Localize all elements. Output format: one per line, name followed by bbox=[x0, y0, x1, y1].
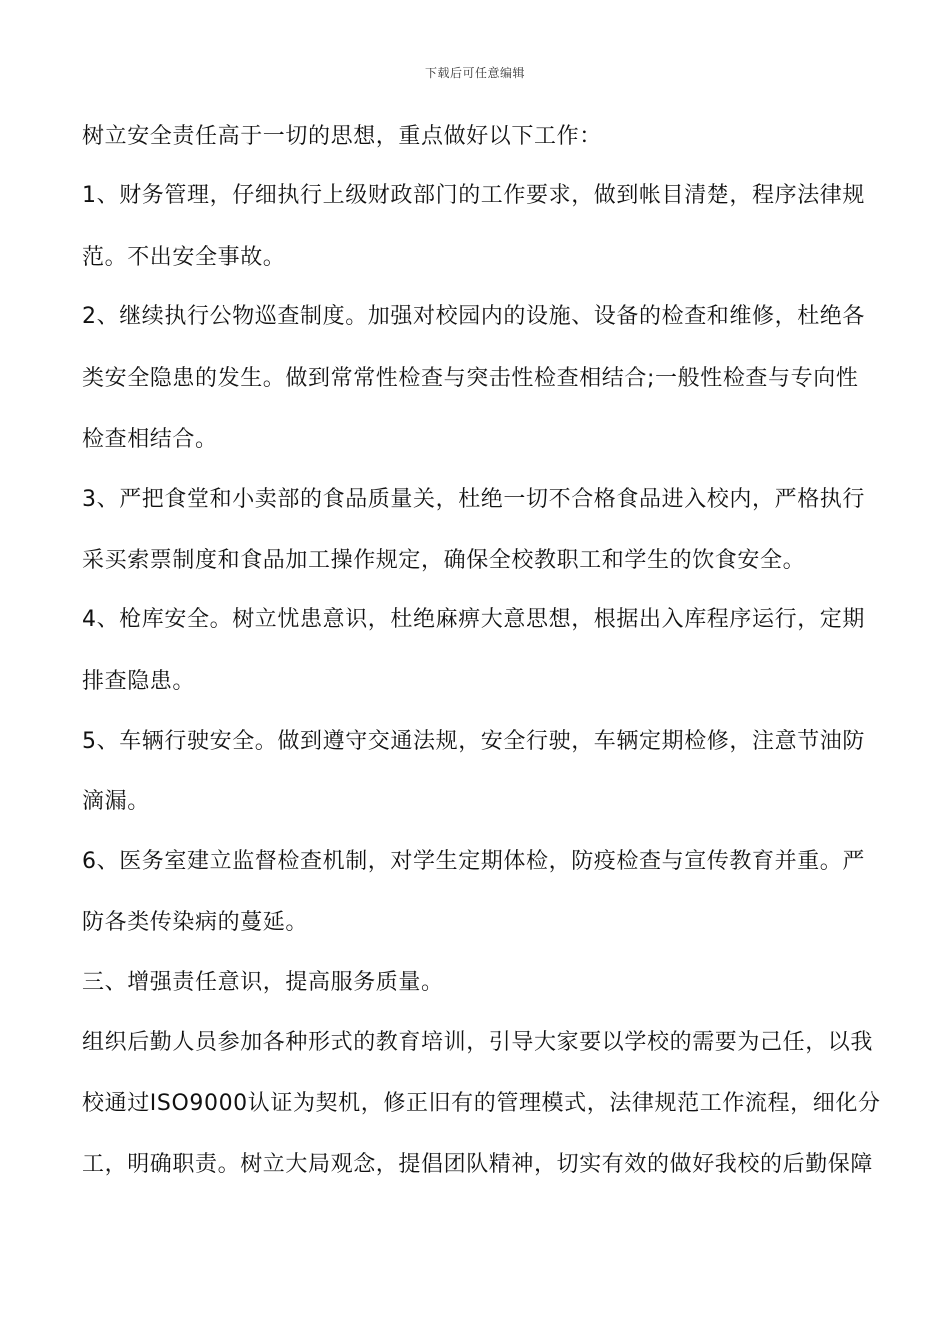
text-line: 校通过ISO9000认证为契机，修正旧有的管理模式，法律规范工作流程，细化分 bbox=[82, 1091, 881, 1116]
section-heading: 三、增强责任意识，提高服务质量。 bbox=[82, 970, 444, 995]
text-line: 2、继续执行公物巡查制度。加强对校园内的设施、设备的检查和维修，杜绝各 bbox=[82, 304, 865, 329]
text-line: 检查相结合。 bbox=[82, 427, 218, 452]
text-line: 5、车辆行驶安全。做到遵守交通法规，安全行驶，车辆定期检修，注意节油防 bbox=[82, 729, 865, 754]
text-line: 滴漏。 bbox=[82, 789, 150, 814]
text-line: 范。不出安全事故。 bbox=[82, 245, 286, 270]
text-line: 6、医务室建立监督检查机制，对学生定期体检，防疫检查与宣传教育并重。严 bbox=[82, 849, 865, 874]
text-line: 采买索票制度和食品加工操作规定，确保全校教职工和学生的饮食安全。 bbox=[82, 548, 806, 573]
text-line: 类安全隐患的发生。做到常常性检查与突击性检查相结合;一般性检查与专向性 bbox=[82, 366, 859, 391]
text-line: 3、严把食堂和小卖部的食品质量关，杜绝一切不合格食品进入校内，严格执行 bbox=[82, 487, 865, 512]
text-line: 1、财务管理，仔细执行上级财政部门的工作要求，做到帐目清楚，程序法律规 bbox=[82, 183, 865, 208]
page-header: 下载后可任意编辑 bbox=[424, 66, 525, 80]
text-line: 排查隐患。 bbox=[82, 669, 196, 694]
text-line: 4、枪库安全。树立忧患意识，杜绝麻痹大意思想，根据出入库程序运行，定期 bbox=[82, 607, 865, 632]
text-line: 树立安全责任高于一切的思想，重点做好以下工作： bbox=[82, 124, 602, 149]
text-line: 工，明确职责。树立大局观念，提倡团队精神，切实有效的做好我校的后勤保障 bbox=[82, 1152, 874, 1177]
text-line: 组织后勤人员参加各种形式的教育培训，引导大家要以学校的需要为己任，以我 bbox=[82, 1030, 874, 1055]
text-line: 防各类传染病的蔓延。 bbox=[82, 910, 309, 935]
